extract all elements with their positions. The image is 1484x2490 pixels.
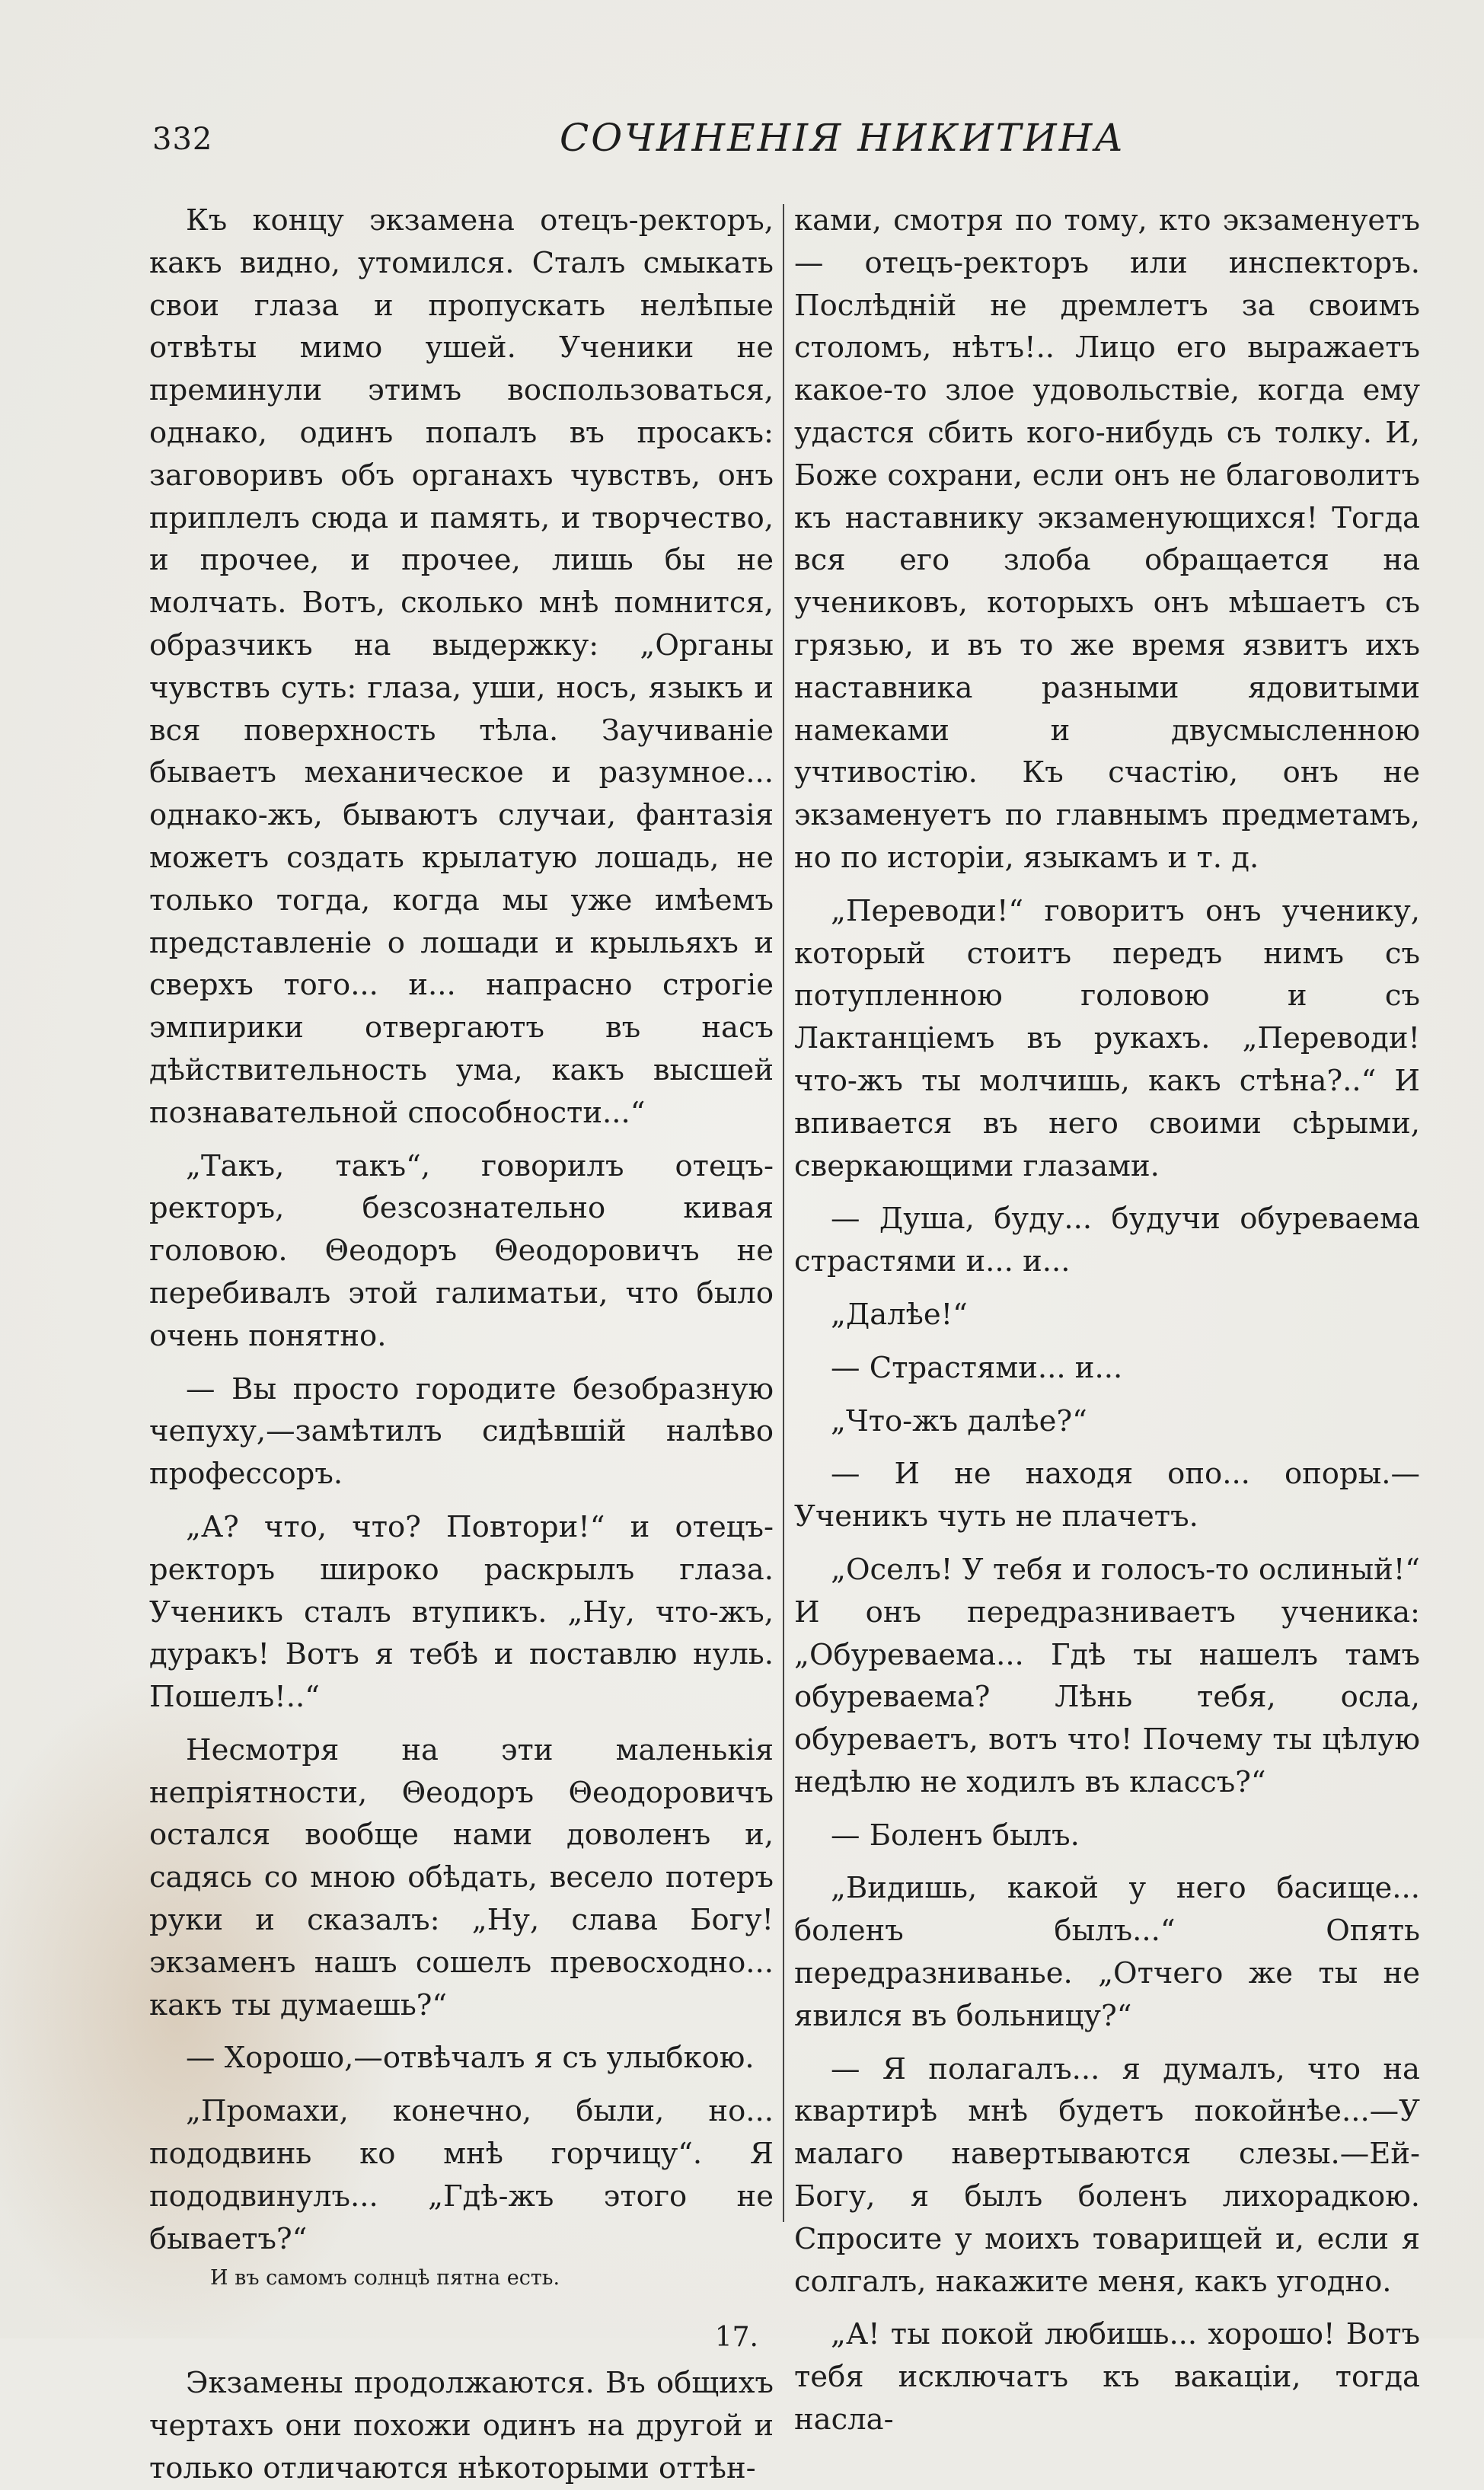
paragraph: „Видишь, какой у него басище... боленъ былъ...“ Опять передразниванье. „Отчего же ты не явился въ больницу?“ bbox=[794, 1871, 1420, 2033]
paragraph: — Боленъ былъ. bbox=[831, 1818, 1080, 1853]
page-number: 332 bbox=[152, 122, 213, 157]
paragraph: Несмотря на эти маленькія непріятности, Θеодоръ Θеодоровичъ остался вообще нами доволенъ и, садясь со мною обѣдать, весело потеръ руки и сказалъ: „Ну, слава Богу! экзаменъ нашъ сошелъ превосходно... какъ ты думаешь?“ bbox=[149, 1732, 774, 2022]
paragraph: Къ концу экзамена отецъ-ректоръ, какъ видно, утомился. Сталъ смыкать свои глаза и пропускать нелѣпые отвѣты мимо ушей. Ученики не преминули этимъ воспользоваться, однако, одинъ попалъ въ просакъ: заговоривъ объ органахъ чувствъ, онъ приплелъ сюда и память, и творчество, и прочее, и прочее, лишь бы не молчать. Вотъ, сколько мнѣ помнится, образчикъ на выдержку: „Органы чувствъ суть: глаза, уши, носъ, языкъ и вся поверхность тѣла. Заучиваніе бываетъ механическое и разумное... однако-жъ, бываютъ случаи, фантазія можетъ создать крылатую лошадь, не только тогда, когда мы уже имѣемъ представленіе о лошади и крыльяхъ и сверхъ того... и... напрасно строгіе эмпирики отвергаютъ въ насъ дѣйствительность ума, какъ высшей познавательной способности...“ bbox=[149, 203, 774, 1130]
paragraph: — Вы просто городите безобразную чепуху,—замѣтилъ сидѣвшій налѣво профессоръ. bbox=[149, 1371, 774, 1492]
left-column bbox=[149, 200, 774, 2490]
paragraph: — Хорошо,—отвѣчалъ я съ улыбкою. bbox=[186, 2041, 755, 2076]
running-title: СОЧИНЕНІЯ НИКИТИНА bbox=[560, 116, 1126, 160]
paragraph: „Что-жъ далѣе?“ bbox=[831, 1403, 1087, 1438]
paragraph: „Переводи!“ говоритъ онъ ученику, который стоитъ передъ нимъ съ потупленною головою и съ Лактанціемъ въ рукахъ. „Переводи! что-жъ ты молчишь, какъ стѣна?..“ И впивается въ него своими сѣрыми, сверкающими глазами. bbox=[794, 893, 1420, 1183]
paragraph: — Душа, буду... будучи обуреваема страстями и... и... bbox=[794, 1202, 1420, 1279]
paragraph: Экзамены продолжаются. Въ общихъ чертахъ они похожи одинъ на другой и только отличаются нѣкоторыми оттѣн- bbox=[149, 2366, 774, 2486]
section-number: 17. bbox=[714, 2322, 758, 2354]
paragraph: „Оселъ! У тебя и голосъ-то ослиный!“ И онъ передразниваетъ ученика: „Обуреваема... Гдѣ ты нашелъ тамъ обуреваема? Лѣнь тебя, осла, обуреваетъ, вотъ что! Почему ты цѣлую недѣлю не ходилъ въ классъ?“ bbox=[794, 1552, 1420, 1799]
paragraph: „А? что, что? Повтори!“ и отецъ-ректоръ широко раскрылъ глаза. Ученикъ сталъ втупикъ. „Ну, что-жъ, дуракъ! Вотъ я тебѣ и поставлю нуль. Пошелъ!..“ bbox=[149, 1509, 774, 1715]
paragraph: — Страстями... и... bbox=[831, 1350, 1123, 1385]
aside-note: И въ самомъ солнцѣ пятна есть. bbox=[210, 2266, 560, 2290]
paragraph: „Промахи, конечно, были, но... пододвинь ко мнѣ горчицу“. Я пододвинулъ... „Гдѣ-жъ этого не бываетъ?“ bbox=[149, 2094, 774, 2256]
paragraph: „А! ты покой любишь... хорошо! Вотъ тебя исключатъ къ вакаціи, тогда насла- bbox=[794, 2317, 1420, 2437]
paragraph: ками, смотря по тому, кто экзаменуетъ— отецъ-ректоръ или инспекторъ. Послѣдній не дремлетъ за своимъ столомъ, нѣтъ!.. Лицо его выражаетъ какое-то злое удовольствіе, когда ему удастся сбить кого-нибудь съ толку. И, Боже сохрани, если онъ не благоволитъ къ наставнику экзаменующихся! Тогда вся его злоба обращается на учениковъ, которыхъ онъ мѣшаетъ съ грязью, и въ то же время язвитъ ихъ наставника разными ядовитыми намеками и двусмысленною учтивостію. Къ счастію, онъ не экзаменуетъ по главнымъ предметамъ, но по исторіи, языкамъ и т. д. bbox=[794, 203, 1420, 875]
paragraph: „Далѣе!“ bbox=[831, 1297, 968, 1332]
paragraph: — И не находя опо... опоры.—Ученикъ чуть не плачетъ. bbox=[794, 1457, 1420, 1534]
paragraph: „Такъ, такъ“, говорилъ отецъ-ректоръ, безсознательно кивая головою. Θеодоръ Θеодоровичъ не перебивалъ этой галиматьи, что было очень понятно. bbox=[149, 1148, 774, 1353]
paragraph: — Я полагалъ... я думалъ, что на квартирѣ мнѣ будетъ покойнѣе...—У малаго навертываются слезы.—Ей-Богу, я былъ боленъ лихорадкою. Спросите у моихъ товарищей и, если я солгалъ, накажите меня, какъ угодно. bbox=[794, 2051, 1420, 2299]
right-column bbox=[794, 200, 1420, 2441]
column-divider bbox=[783, 204, 784, 2222]
